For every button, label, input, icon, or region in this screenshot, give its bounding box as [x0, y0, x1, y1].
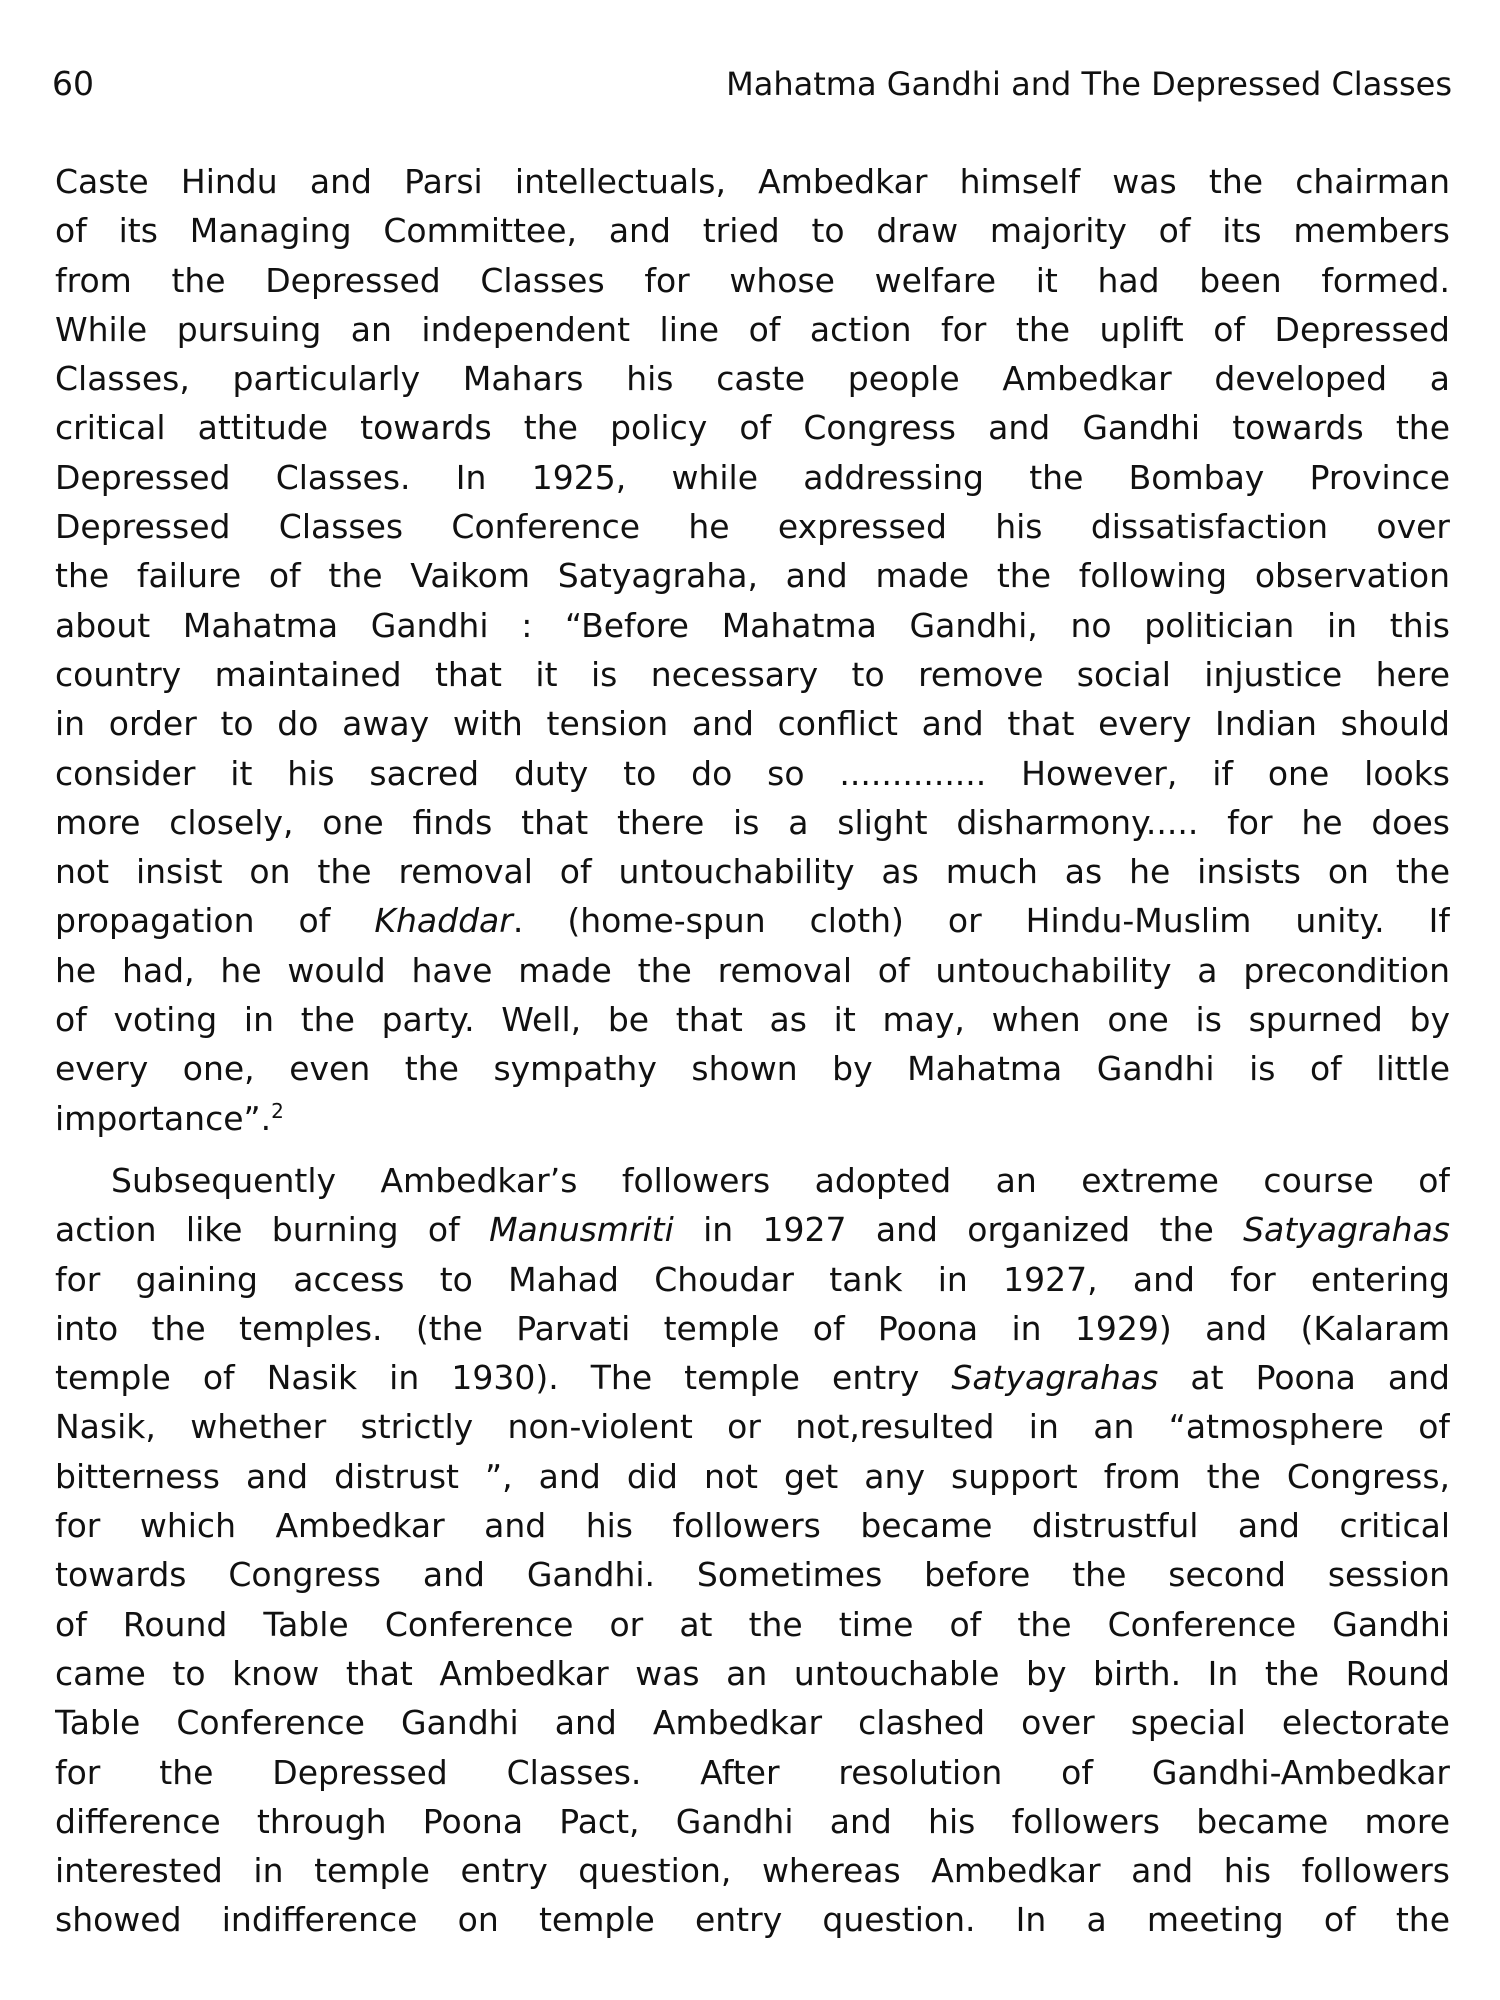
text-line: critical attitude towards the policy of Congress and Gandhi towards the — [55, 408, 1450, 448]
text-line: for the Depressed Classes. After resolution of Gandhi-Ambedkar — [55, 1752, 1450, 1792]
text-line: While pursuing an independent line of action for the uplift of Depressed — [55, 309, 1450, 349]
italic-term: Khaddar — [374, 901, 513, 941]
text-line: from the Depressed Classes for whose welfare it had been formed. — [55, 260, 1450, 300]
text-line — [55, 1353, 1450, 1402]
text-line: difference through Poona Pact, Gandhi and his followers became more — [55, 1801, 1450, 1841]
page-number: 60 — [52, 64, 94, 103]
body-text — [55, 157, 1450, 1945]
text-line: Subsequently Ambedkar’s followers adopted an extreme course of — [111, 1160, 1450, 1200]
text-line: Depressed Classes. In 1925, while addressing the Bombay Province — [55, 457, 1450, 497]
page-header — [52, 62, 1452, 112]
text-line: into the temples. (the Parvati temple of Poona in 1929) and (Kalaram — [55, 1308, 1450, 1348]
text-line: Caste Hindu and Parsi intellectuals, Ambedkar himself was the chairman — [55, 162, 1450, 201]
text-line: in order to do away with tension and conflict and that every Indian should — [55, 704, 1450, 744]
text-run: temple of Nasik in 1930). The temple entry — [55, 1358, 952, 1398]
text-line: for gaining access to Mahad Choudar tank in 1927, and for entering — [55, 1259, 1450, 1299]
text-line — [55, 1094, 1450, 1143]
text-run: in 1927 and organized the — [673, 1210, 1244, 1250]
text-line: Table Conference Gandhi and Ambedkar clashed over special electorate — [55, 1703, 1450, 1743]
text-run: action like burning of — [55, 1210, 490, 1250]
text-line: showed indifference on temple entry question. In a meeting of the — [55, 1900, 1450, 1940]
italic-term: Satyagrahas — [1243, 1210, 1450, 1250]
paragraph-gap — [55, 1143, 1450, 1156]
text-line: interested in temple entry question, whereas Ambedkar and his followers — [55, 1851, 1450, 1891]
text-run: propagation of — [55, 901, 375, 941]
italic-term: Satyagrahas — [951, 1358, 1159, 1398]
text-line: he had, he would have made the removal of untouchability a precondition — [55, 950, 1450, 990]
text-line: for which Ambedkar and his followers became distrustful and critical — [55, 1506, 1450, 1546]
text-line: every one, even the sympathy shown by Mahatma Gandhi is of little — [55, 1049, 1450, 1089]
text-line: bitterness and distrust ”, and did not get any support from the Congress, — [55, 1456, 1450, 1496]
text-run: at Poona and — [1158, 1358, 1450, 1398]
text-run: . (home-spun cloth) or Hindu-Muslim unity. If — [512, 901, 1450, 941]
text-line: country maintained that it is necessary to remove social injustice here — [55, 654, 1450, 694]
text-line: of voting in the party. Well, be that as it may, when one is spurned by — [55, 1000, 1450, 1040]
text-line — [55, 896, 1450, 945]
running-head: Mahatma Gandhi and The Depressed Classes — [726, 65, 1452, 103]
text-line: of Round Table Conference or at the time of the Conference Gandhi — [55, 1604, 1450, 1644]
text-line: of its Managing Committee, and tried to draw majority of its members — [55, 211, 1450, 251]
text-line — [55, 1205, 1450, 1254]
text-line: Depressed Classes Conference he expressed his dissatisfaction over — [55, 507, 1450, 547]
text-run: importance”. — [55, 1098, 272, 1138]
text-line: Classes, particularly Mahars his caste people Ambedkar developed a — [55, 359, 1450, 399]
text-line: Nasik, whether strictly non-violent or not,resulted in an “atmosphere of — [55, 1407, 1450, 1447]
italic-term: Manusmriti — [489, 1210, 674, 1250]
text-line: more closely, one finds that there is a slight disharmony..... for he does — [55, 802, 1450, 842]
text-line: came to know that Ambedkar was an untouchable by birth. In the Round — [55, 1653, 1450, 1693]
footnote-marker: 2 — [271, 1098, 284, 1123]
text-line: consider it his sacred duty to do so .............. However, if one looks — [55, 753, 1450, 793]
text-line: about Mahatma Gandhi : “Before Mahatma Gandhi, no politician in this — [55, 605, 1450, 645]
text-line: not insist on the removal of untouchability as much as he insists on the — [55, 852, 1450, 892]
text-line: towards Congress and Gandhi. Sometimes before the second session — [55, 1555, 1450, 1595]
text-line: the failure of the Vaikom Satyagraha, and made the following observation — [55, 556, 1450, 596]
